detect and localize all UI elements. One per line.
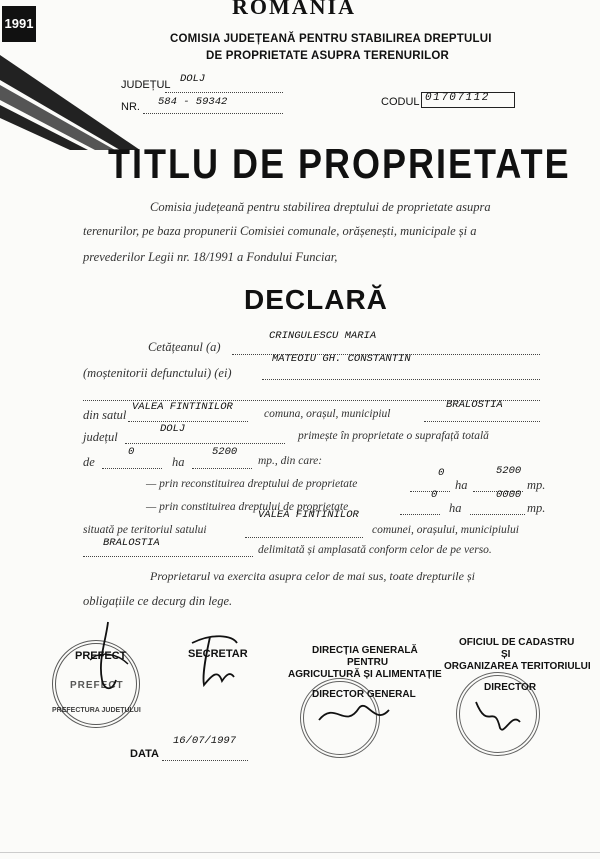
situata-sat: VALEA FINTINILOR [258, 509, 359, 521]
prefect-title: PREFECT [75, 650, 127, 662]
directia-line-2: PENTRU [347, 657, 389, 668]
cetatean-label: Cetățeanul (a) [148, 340, 221, 354]
mostenitori-label: (moștenitorii defunctului) (ei) [83, 366, 232, 380]
total-ha: 0 [128, 446, 135, 458]
director-title: DIRECTOR [484, 682, 537, 693]
secretar-signature [182, 625, 252, 695]
closing-line-1: Proprietarul va exercita asupra celor de mai sus, toate drepturile și [150, 569, 475, 583]
situata-comuna: BRALOSTIA [103, 537, 160, 549]
document-title: TITLU DE PROPRIETATE [108, 140, 571, 188]
situata-comuna-label: comunei, orașului, municipiului [372, 524, 519, 536]
reconstituire-mp-label: mp. [527, 478, 546, 492]
oficiul-line-2: ȘI [501, 649, 511, 660]
comuna-value: BRALOSTIA [446, 399, 503, 411]
reconstituire-ha: 0 [438, 467, 445, 479]
date-label: DATA [130, 748, 159, 760]
de-label: de [83, 455, 95, 469]
oficiul-line-1: OFICIUL DE CADASTRU [459, 637, 575, 648]
director-general-title: DIRECTOR GENERAL [312, 689, 416, 700]
mp-text: mp., din care: [258, 455, 323, 467]
judet-label: JUDEȚUL [121, 79, 171, 91]
constituire-mp: 0000 [496, 489, 522, 501]
reconstituire-mp: 5200 [496, 465, 522, 477]
closing-line-2: obligațiile ce decurg din lege. [83, 594, 233, 608]
nr-value: 584 - 59342 [158, 96, 228, 108]
commission-line-1: COMISIA JUDEȚEANĂ PENTRU STABILIREA DREPTULUI [170, 33, 492, 45]
constituire-label: — prin constituirea dreptului de proprietate [146, 501, 349, 513]
prefect-signature [78, 620, 138, 700]
intro-line-2: terenurilor, pe baza propunerii Comisiei comunale, orășenești, municipale și a [83, 224, 477, 238]
judetul-value: DOLJ [160, 423, 186, 435]
country-name: ROMANIA [232, 0, 356, 19]
codul-label: CODUL [381, 96, 420, 108]
commission-line-2: DE PROPRIETATE ASUPRA TERENURILOR [206, 50, 450, 62]
constituire-ha-label: ha [449, 501, 462, 515]
prefecture-stamp-text: PREFECTURA JUDEȚULUI [52, 707, 141, 714]
judetul-label: județul [83, 430, 118, 444]
reconstituire-ha-label: ha [455, 478, 468, 492]
oficiul-line-3: ORGANIZAREA TERITORIULUI [444, 661, 591, 672]
total-ha-label: ha [172, 455, 185, 469]
codul-value: 01707112 [425, 92, 490, 104]
intro-line-1: Comisia județeană pentru stabilirea dreptului de proprietate asupra [150, 200, 491, 214]
din-satul-value: VALEA FINTINILOR [132, 401, 233, 413]
director-general-signature [315, 690, 395, 740]
intro-line-3: prevederilor Legii nr. 18/1991 a Fondului Funciar, [83, 250, 338, 264]
constituire-mp-label: mp. [527, 501, 546, 515]
directia-line-3: AGRICULTURĂ ȘI ALIMENTAȚIE [288, 669, 442, 680]
page-border-bottom [0, 852, 600, 853]
delimitata-text: delimitată și amplasată conform celor de pe verso. [258, 544, 492, 556]
din-satul-label: din satul [83, 408, 127, 422]
director-signature [468, 692, 528, 742]
constituire-ha: 0 [431, 489, 438, 501]
comuna-label: comuna, orașul, municipiul [264, 408, 391, 420]
date-value: 16/07/1997 [173, 735, 237, 747]
total-mp: 5200 [212, 446, 238, 458]
nr-label: NR. [121, 101, 140, 113]
mostenitori-value: MATEOIU GH. CONSTANTIN [272, 353, 411, 365]
prefect-stamp-center: PREFECT [70, 680, 124, 691]
cetatean-value: CRINGULESCU MARIA [269, 330, 377, 342]
reconstituire-label: — prin reconstituirea dreptului de proprietate [146, 478, 358, 490]
judet-value: DOLJ [180, 73, 206, 85]
declara-heading: DECLARĂ [244, 284, 388, 315]
primeste-text: primește în proprietate o suprafață totală [298, 430, 489, 442]
situata-label: situată pe teritoriul satului [83, 524, 207, 536]
year-mark: 1991 [2, 6, 36, 42]
directia-line-1: DIRECȚIA GENERALĂ [312, 645, 418, 656]
secretar-title: SECRETAR [188, 648, 248, 660]
